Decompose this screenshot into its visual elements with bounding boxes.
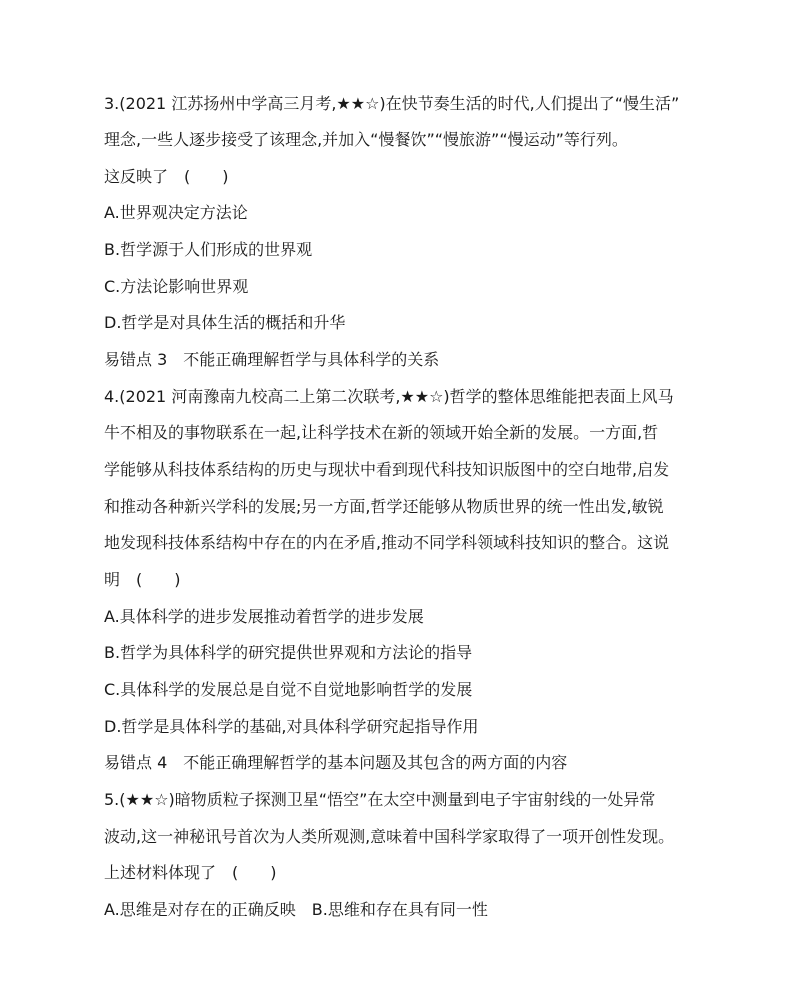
q3-stem-line-3: 这反映了 ( ) — [104, 167, 229, 186]
q4-stem-line-6: 明 ( ) — [104, 570, 181, 589]
q5-stem-line-1: 5.(★★☆)暗物质粒子探测卫星“悟空”在太空中测量到电子宇宙射线的一处异常 — [104, 790, 656, 809]
q4-option-b: B.哲学为具体科学的研究提供世界观和方法论的指导 — [104, 643, 473, 662]
q4-option-d: D.哲学是具体科学的基础,对具体科学研究起指导作用 — [104, 717, 479, 736]
q3-stem-line-1: 3.(2021 江苏扬州中学高三月考,★★☆)在快节奏生活的时代,人们提出了“慢生活” — [104, 94, 680, 113]
q3-option-b: B.哲学源于人们形成的世界观 — [104, 240, 313, 259]
q3-option-c: C.方法论影响世界观 — [104, 277, 249, 296]
q4-option-a: A.具体科学的进步发展推动着哲学的进步发展 — [104, 607, 424, 626]
q3-stem-line-2: 理念,一些人逐步接受了该理念,并加入“慢餐饮”“慢旅游”“慢运动”等行列。 — [104, 130, 628, 149]
q3-option-a: A.世界观决定方法论 — [104, 203, 248, 222]
q4-stem-line-1: 4.(2021 河南豫南九校高二上第二次联考,★★☆)哲学的整体思维能把表面上风马 — [104, 387, 674, 406]
error-point-4-title: 易错点 4 不能正确理解哲学的基本问题及其包含的两方面的内容 — [104, 753, 568, 772]
q4-option-c: C.具体科学的发展总是自觉不自觉地影响哲学的发展 — [104, 680, 473, 699]
q4-stem-line-3: 学能够从科技体系结构的历史与现状中看到现代科技知识版图中的空白地带,启发 — [104, 460, 670, 479]
q3-option-d: D.哲学是对具体生活的概括和升华 — [104, 313, 346, 332]
q5-stem-line-3: 上述材料体现了 ( ) — [104, 863, 277, 882]
q5-stem-line-2: 波动,这一神秘讯号首次为人类所观测,意味着中国科学家取得了一项开创性发现。 — [104, 827, 675, 846]
q4-stem-line-2: 牛不相及的事物联系在一起,让科学技术在新的领域开始全新的发展。一方面,哲 — [104, 423, 659, 442]
q4-stem-line-5: 地发现科技体系结构中存在的内在矛盾,推动不同学科领域科技知识的整合。这说 — [104, 533, 670, 552]
error-point-3-title: 易错点 3 不能正确理解哲学与具体科学的关系 — [104, 350, 440, 369]
q4-stem-line-4: 和推动各种新兴学科的发展;另一方面,哲学还能够从物质世界的统一性出发,敏锐 — [104, 497, 664, 516]
q5-options-row: A.思维是对存在的正确反映 B.思维和存在具有同一性 — [104, 900, 488, 919]
